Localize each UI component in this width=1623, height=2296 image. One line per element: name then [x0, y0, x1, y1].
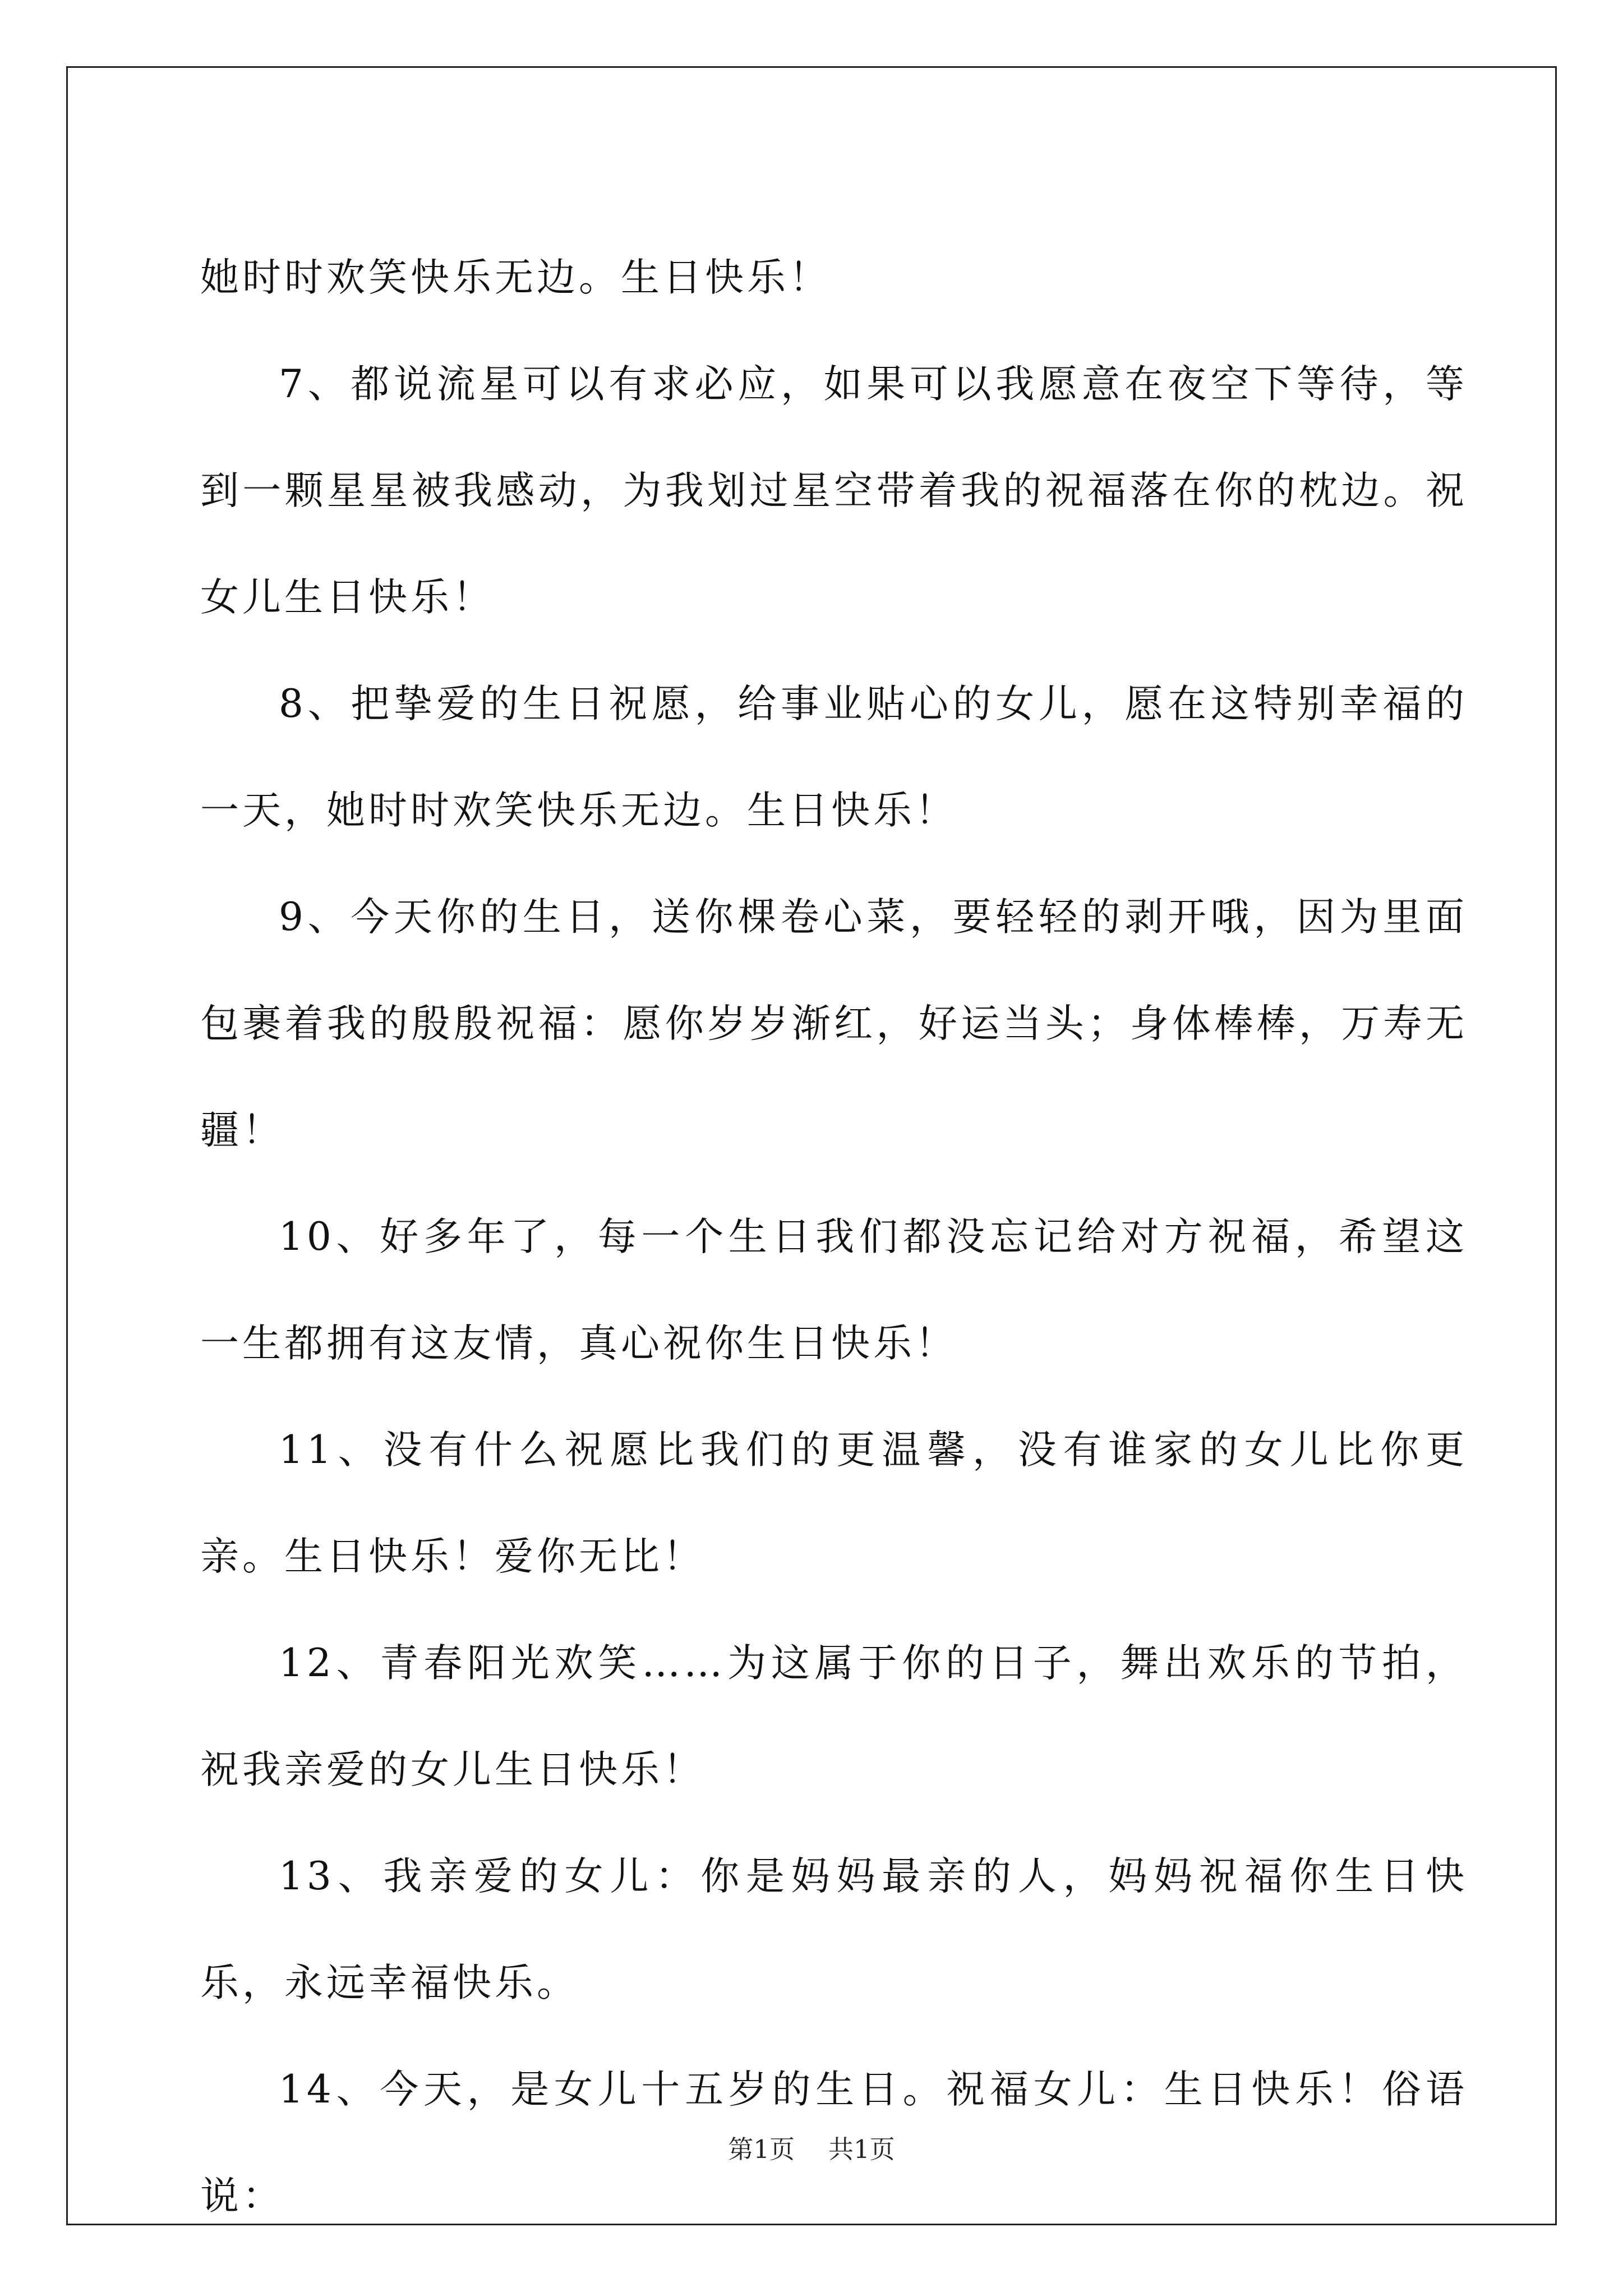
paragraph-item-10: 10、好多年了，每一个生日我们都没忘记给对方祝福，希望这一生都拥有这友情，真心祝你生日快乐！: [200, 1214, 1468, 1366]
paragraph-item-7: 7、都说流星可以有求必应，如果可以我愿意在夜空下等待，等到一颗星星被我感动，为我划过星空带着我的祝福落在你的枕边。祝女儿生日快乐！: [200, 362, 1468, 620]
paragraph-item-12: 12、青春阳光欢笑……为这属于你的日子，舞出欢乐的节拍，祝我亲爱的女儿生日快乐！: [200, 1641, 1468, 1792]
page-total: 共1页: [828, 2134, 895, 2164]
paragraph-item-13: 13、我亲爱的女儿：你是妈妈最亲的人，妈妈祝福你生日快乐，永远幸福快乐。: [200, 1854, 1468, 2005]
page-number: 第1页: [728, 2134, 795, 2164]
paragraph-item-14: 14、今天，是女儿十五岁的生日。祝福女儿：生日快乐！俗语说：: [200, 2067, 1468, 2219]
paragraph-item-8: 8、把挚爱的生日祝愿，给事业贴心的女儿，愿在这特别幸福的一天，她时时欢笑快乐无边。生日快乐！: [200, 682, 1468, 833]
paragraph-item-9: 9、今天你的生日，送你棵卷心菜，要轻轻的剥开哦，因为里面包裹着我的殷殷祝福：愿你岁岁渐红，好运当头；身体棒棒，万寿无疆！: [200, 895, 1468, 1153]
document-body: [200, 224, 1468, 2249]
paragraph-item-11: 11、没有什么祝愿比我们的更温馨，没有谁家的女儿比你更亲。生日快乐！爱你无比！: [200, 1428, 1468, 1579]
paragraph-continuation: 她时时欢笑快乐无边。生日快乐！: [200, 255, 831, 300]
page-footer: [0, 2129, 1623, 2165]
